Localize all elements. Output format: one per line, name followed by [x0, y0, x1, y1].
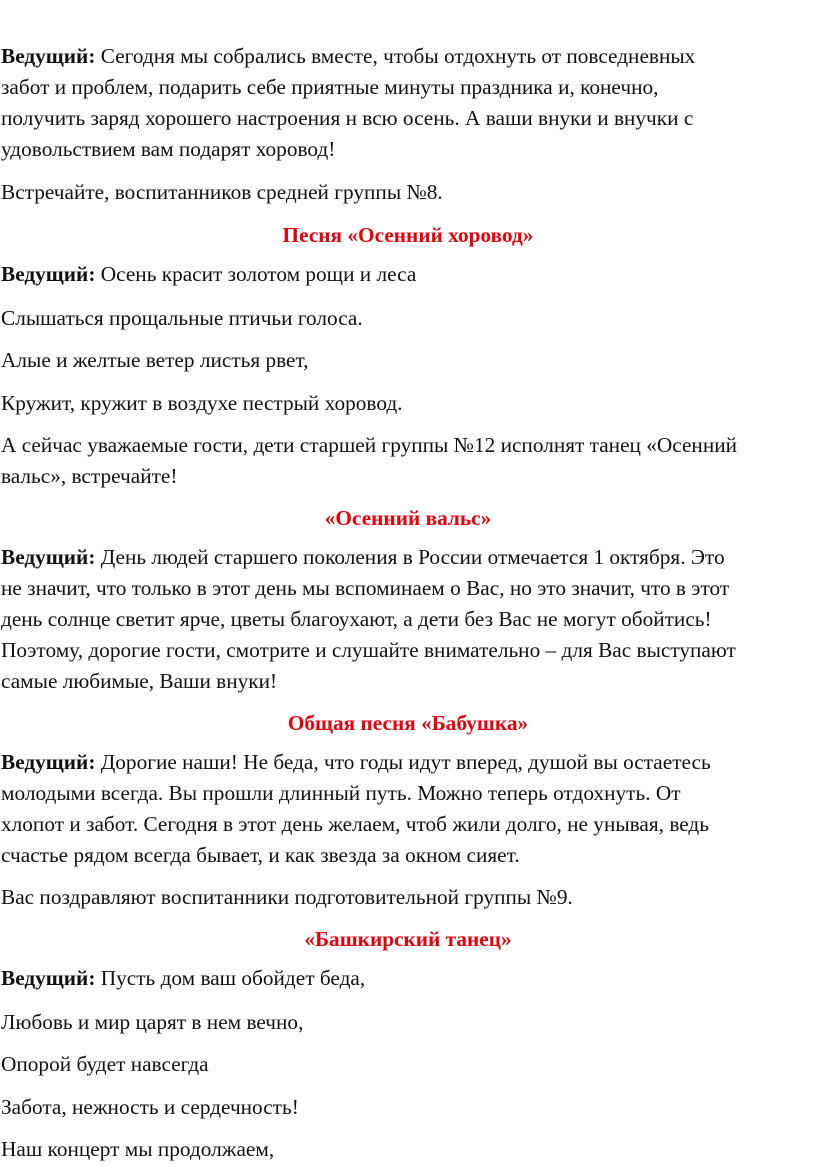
paragraph-line: Кружит, кружит в воздухе пестрый хоровод.: [1, 391, 403, 415]
speaker-label: Ведущий:: [1, 750, 96, 774]
paragraph-line: забот и проблем, подарить себе приятные минуты праздника и, конечно,: [1, 75, 659, 99]
paragraph-line: получить заряд хорошего настроения н всю осень. А ваши внуки и внучки с: [1, 106, 694, 130]
paragraph-line: Любовь и мир царят в нем вечно,: [1, 1010, 304, 1034]
paragraph-line: Поэтому, дорогие гости, смотрите и слушайте внимательно – для Вас выступают: [1, 638, 736, 662]
paragraph-line: день солнце светит ярче, цветы благоухают, а дети без Вас не могут обойтись!: [1, 607, 712, 631]
paragraph-line: А сейчас уважаемые гости, дети старшей группы №12 исполнят танец «Осенний: [1, 433, 738, 457]
paragraph-line: Слышаться прощальные птичьи голоса.: [1, 306, 363, 330]
speaker-label: Ведущий:: [1, 966, 96, 990]
section-heading: Песня «Осенний хоровод»: [282, 223, 534, 247]
paragraph-line: Вас поздравляют воспитанники подготовительной группы №9.: [1, 885, 573, 909]
paragraph-line: Забота, нежность и сердечность!: [1, 1095, 299, 1119]
paragraph-line: Ведущий: День людей старшего поколения в России отмечается 1 октября. Это: [1, 545, 725, 569]
paragraph-line: хлопот и забот. Сегодня в этот день желаем, чтоб жили долго, не унывая, ведь: [1, 812, 709, 836]
paragraph-line: Опорой будет навсегда: [1, 1052, 209, 1076]
paragraph-line: Ведущий: Дорогие наши! Не беда, что годы идут вперед, душой вы остаетесь: [1, 750, 711, 774]
speaker-label: Ведущий:: [1, 44, 96, 68]
speaker-label: Ведущий:: [1, 262, 96, 286]
paragraph-line: Наш концерт мы продолжаем,: [1, 1137, 275, 1161]
section-heading: Общая песня «Бабушка»: [287, 711, 529, 735]
paragraph-line: Встречайте, воспитанников средней группы №8.: [1, 180, 443, 204]
paragraph-line: Алые и желтые ветер листья рвет,: [1, 348, 309, 372]
paragraph-line: счастье рядом всегда бывает, и как звезда за окном сияет.: [1, 843, 520, 867]
paragraph-line: самые любимые, Ваши внуки!: [1, 669, 278, 693]
section-heading: «Осенний вальс»: [324, 506, 492, 530]
paragraph-line: Ведущий: Осень красит золотом рощи и леса: [1, 262, 417, 286]
paragraph-line: не значит, что только в этот день мы вспоминаем о Вас, но это значит, что в этот: [1, 576, 730, 600]
paragraph-line: Ведущий: Пусть дом ваш обойдет беда,: [1, 966, 366, 990]
paragraph-line: вальс», встречайте!: [1, 464, 178, 488]
paragraph-line: молодыми всегда. Вы прошли длинный путь. Можно теперь отдохнуть. От: [1, 781, 681, 805]
paragraph-line: удовольствием вам подарят хоровод!: [1, 137, 336, 161]
paragraph-line: Ведущий: Сегодня мы собрались вместе, чтобы отдохнуть от повседневных: [1, 44, 696, 68]
speaker-label: Ведущий:: [1, 545, 96, 569]
section-heading: «Башкирский танец»: [304, 927, 512, 951]
